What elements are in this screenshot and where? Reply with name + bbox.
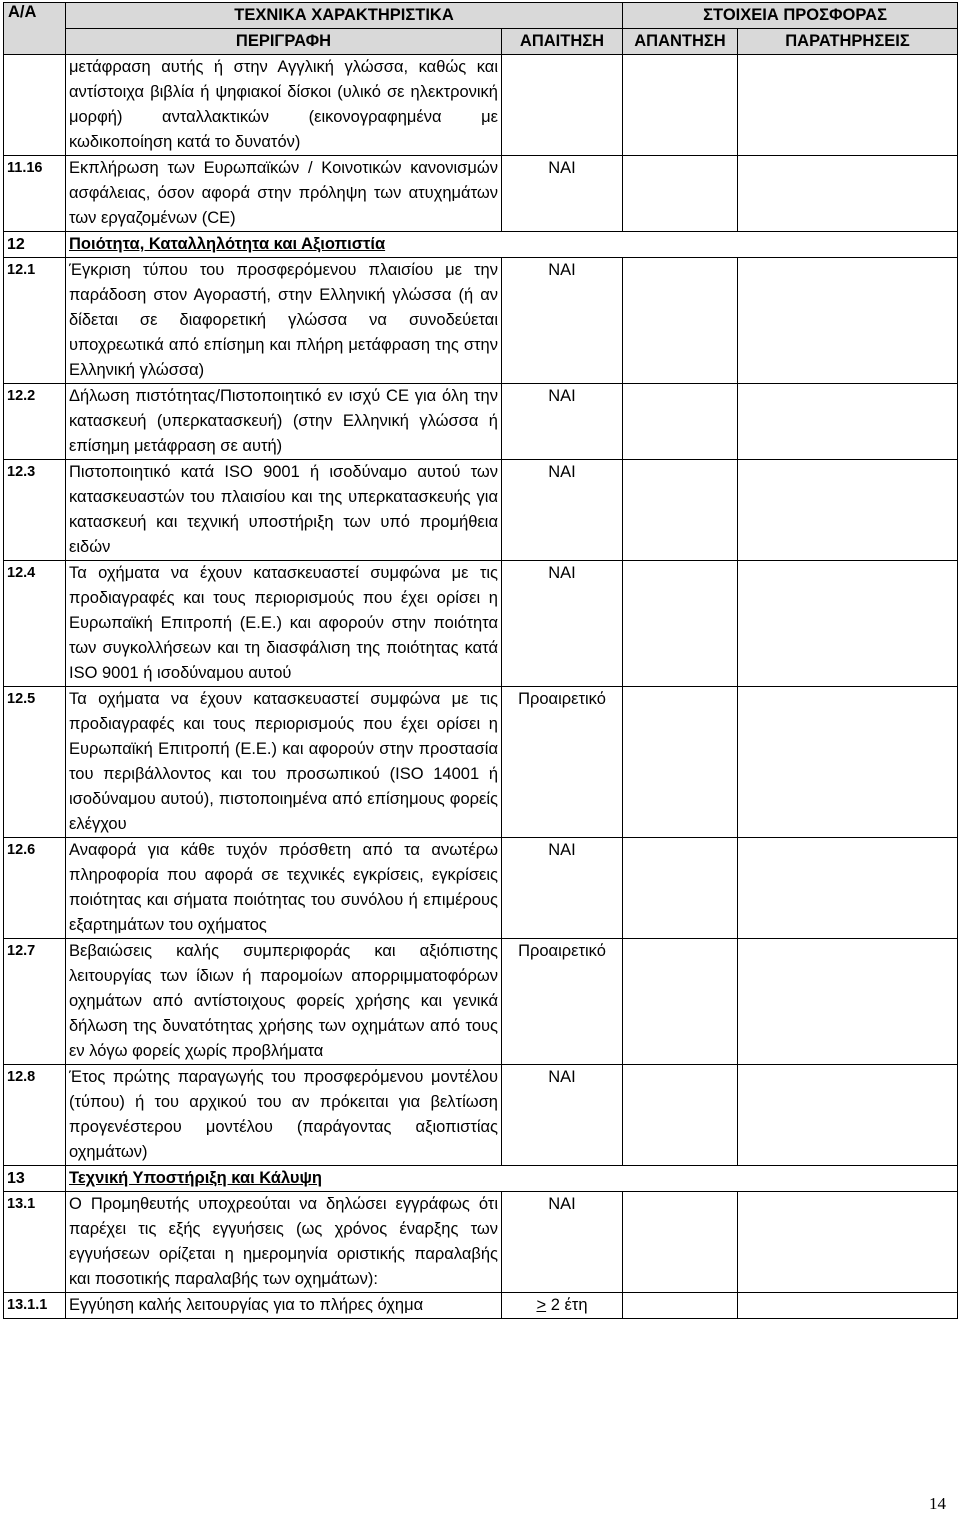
row-answer: [623, 687, 738, 838]
table-row: [4, 55, 958, 156]
row-remarks: [738, 687, 958, 838]
row-description: Αναφορά για κάθε τυχόν πρόσθετη από τα ανωτέρω πληροφορία που αφορά σε τεχνικές εγκρίσεις, εγκρίσεις ποιότητας και σήματα ποιότητας του συνόλου ή επιμέρους εξαρτημάτων του οχήματος: [66, 838, 502, 939]
row-answer: [623, 460, 738, 561]
row-number: 12.6: [4, 838, 66, 939]
row-requirement: [502, 1293, 623, 1319]
table-row: [4, 939, 958, 1065]
row-remarks: [738, 838, 958, 939]
requirement-value: 2 έτη: [546, 1296, 588, 1314]
row-description: Τα οχήματα να έχουν κατασκευαστεί συμφώνα με τις προδιαγραφές και τους περιορισμούς που έχει ορίσει η Ευρωπαϊκή Επιτροπή (Ε.Ε.) και αφορούν στην προστασία του περιβάλλοντος και του προσωπικού (ISO 14001 ή ισοδύναμου αυτού), πιστοποιημένα από επίσημους φορείς ελέγχου: [66, 687, 502, 838]
row-number: 12.4: [4, 561, 66, 687]
row-requirement: ΝΑΙ: [502, 384, 623, 460]
section-title: Ποιότητα, Καταλληλότητα και Αξιοπιστία: [66, 232, 958, 258]
row-answer: [623, 258, 738, 384]
row-answer: [623, 561, 738, 687]
row-answer: [623, 384, 738, 460]
row-requirement: ΝΑΙ: [502, 561, 623, 687]
row-number: 13.1.1: [4, 1293, 66, 1319]
table-row: [4, 156, 958, 232]
table-row: [4, 687, 958, 838]
row-number: 12.7: [4, 939, 66, 1065]
row-answer: [623, 939, 738, 1065]
row-number: [4, 55, 66, 156]
row-requirement: [502, 55, 623, 156]
table-row: [4, 1065, 958, 1166]
section-title: Τεχνική Υποστήριξη και Κάλυψη: [66, 1166, 958, 1192]
row-remarks: [738, 55, 958, 156]
table-body: [4, 55, 958, 1319]
row-description: Ο Προμηθευτής υποχρεούται να δηλώσει εγγράφως ότι παρέχει τις εξής εγγυήσεις (ως χρόνος έναρξης των εγγυήσεων ορίζεται η ημερομηνία οριστικής παραλαβής και ποσοτικής παραλαβής των οχημάτων):: [66, 1192, 502, 1293]
row-description: Εγγύηση καλής λειτουργίας για το πλήρες όχημα: [66, 1293, 502, 1319]
greater-equal-sign: >: [536, 1296, 547, 1314]
header-requirement: ΑΠΑΙΤΗΣΗ: [502, 29, 623, 55]
row-number: 12.1: [4, 258, 66, 384]
row-description: Τα οχήματα να έχουν κατασκευαστεί συμφώνα με τις προδιαγραφές και τους περιορισμούς που έχει ορίσει η Ευρωπαϊκή Επιτροπή (Ε.Ε.) και αφορούν στην ποιότητα των συγκολλήσεων και τη διασφάλιση της ποιότητας κατά ISO 9001 ή ισοδύναμου αυτού: [66, 561, 502, 687]
header-row-1: [4, 3, 958, 29]
header-tech: ΤΕΧΝΙΚΑ ΧΑΡΑΚΤΗΡΙΣΤΙΚΑ: [66, 3, 623, 29]
table-header: [4, 3, 958, 55]
table-row: [4, 561, 958, 687]
row-answer: [623, 55, 738, 156]
row-description: Εκπλήρωση των Ευρωπαϊκών / Κοινοτικών κανονισμών ασφάλειας, όσον αφορά στην πρόληψη των ατυχημάτων των εργαζομένων (CE): [66, 156, 502, 232]
table-row: [4, 838, 958, 939]
header-offer: ΣΤΟΙΧΕΙΑ ΠΡΟΣΦΟΡΑΣ: [623, 3, 958, 29]
header-description: ΠΕΡΙΓΡΑΦΗ: [66, 29, 502, 55]
table-row: [4, 1293, 958, 1319]
section-row: [4, 1166, 958, 1192]
row-number: 12.3: [4, 460, 66, 561]
row-description: μετάφραση αυτής ή στην Αγγλική γλώσσα, καθώς και αντίστοιχα βιβλία ή ψηφιακοί δίσκοι (υλικό σε ηλεκτρονική μορφή) ανταλλακτικών (εικονογραφημένα με κωδικοποίηση κατά το δυνατόν): [66, 55, 502, 156]
row-remarks: [738, 1293, 958, 1319]
row-remarks: [738, 156, 958, 232]
row-remarks: [738, 384, 958, 460]
row-requirement: ΝΑΙ: [502, 156, 623, 232]
row-remarks: [738, 1065, 958, 1166]
row-requirement: ΝΑΙ: [502, 258, 623, 384]
row-description: Δήλωση πιστότητας/Πιστοποιητικό εν ισχύ CE για όλη την κατασκευή (υπερκατασκευή) (στην Ελληνική γλώσσα ή επίσημη μετάφραση σε αυτή): [66, 384, 502, 460]
table-row: [4, 258, 958, 384]
section-number: 12: [4, 232, 66, 258]
table-row: [4, 460, 958, 561]
row-number: 12.5: [4, 687, 66, 838]
row-number: 13.1: [4, 1192, 66, 1293]
row-number: 12.2: [4, 384, 66, 460]
row-number: 11.16: [4, 156, 66, 232]
row-requirement: ΝΑΙ: [502, 838, 623, 939]
row-requirement: ΝΑΙ: [502, 460, 623, 561]
row-description: Πιστοποιητικό κατά ISO 9001 ή ισοδύναμο αυτού των κατασκευαστών του πλαισίου και της υπερκατασκευής για κατασκευή και τεχνική υποστήριξη των υπό προμήθεια ειδών: [66, 460, 502, 561]
row-answer: [623, 156, 738, 232]
section-row: [4, 232, 958, 258]
header-remarks: ΠΑΡΑΤΗΡΗΣΕΙΣ: [738, 29, 958, 55]
row-description: Έτος πρώτης παραγωγής του προσφερόμενου μοντέλου (τύπου) ή του αρχικού του αν πρόκειται για βελτίωση προγενέστερου μοντέλου (παράγοντας αξιοπιστίας οχημάτων): [66, 1065, 502, 1166]
row-description: Βεβαιώσεις καλής συμπεριφοράς και αξιόπιστης λειτουργίας των ίδιων ή παρομοίων απορριμματοφόρων οχημάτων από αντίστοιχους φορείς χρήσης και γενικά δήλωση της δυνατότητας χρήσης των οχημάτων από τους εν λόγω φορείς χωρίς προβλήματα: [66, 939, 502, 1065]
row-remarks: [738, 258, 958, 384]
header-answer: ΑΠΑΝΤΗΣΗ: [623, 29, 738, 55]
row-answer: [623, 1192, 738, 1293]
row-requirement: Προαιρετικό: [502, 939, 623, 1065]
row-description: Έγκριση τύπου του προσφερόμενου πλαισίου με την παράδοση στον Αγοραστή, στην Ελληνική γλώσσα (ή αν δίδεται σε διαφορετική γλώσσα να συνοδεύεται υποχρεωτικά από επίσημη και πλήρη μετάφραση της στην Ελληνική γλώσσα): [66, 258, 502, 384]
row-remarks: [738, 460, 958, 561]
row-requirement: Προαιρετικό: [502, 687, 623, 838]
section-number: 13: [4, 1166, 66, 1192]
row-requirement: ΝΑΙ: [502, 1065, 623, 1166]
header-aa: Α/Α: [4, 3, 66, 55]
row-answer: [623, 838, 738, 939]
table-row: [4, 384, 958, 460]
row-remarks: [738, 939, 958, 1065]
table-row: [4, 1192, 958, 1293]
row-answer: [623, 1065, 738, 1166]
row-answer: [623, 1293, 738, 1319]
row-number: 12.8: [4, 1065, 66, 1166]
specifications-table: [3, 2, 958, 1319]
page-number: 14: [929, 1494, 946, 1513]
row-remarks: [738, 561, 958, 687]
row-remarks: [738, 1192, 958, 1293]
row-requirement: ΝΑΙ: [502, 1192, 623, 1293]
header-row-2: [4, 29, 958, 55]
